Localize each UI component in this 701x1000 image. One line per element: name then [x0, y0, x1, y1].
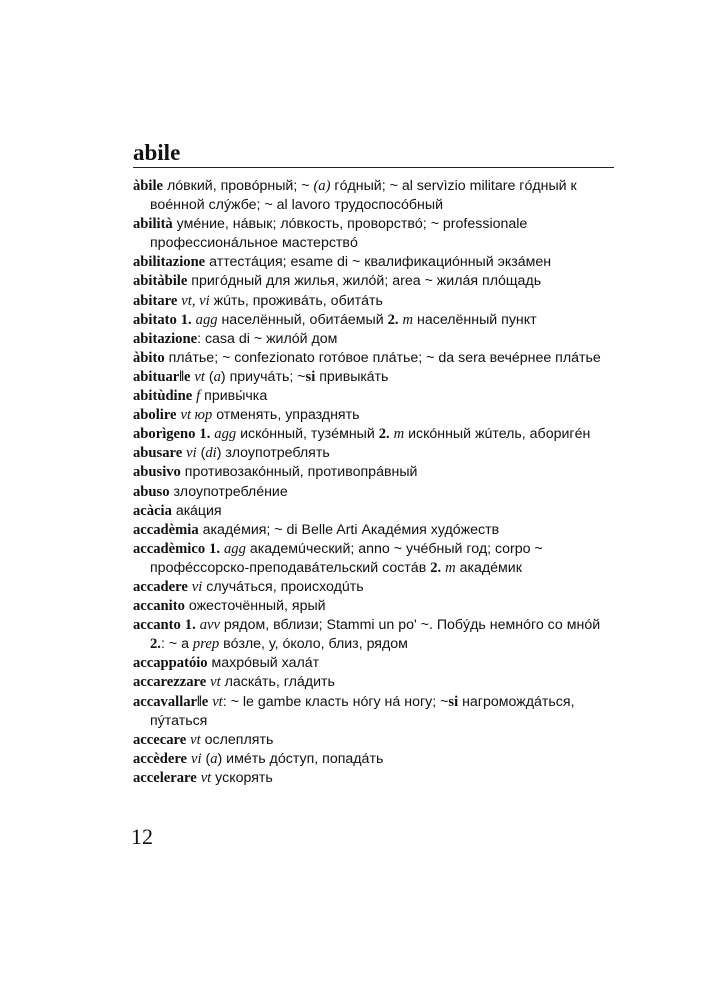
entry-headword: acàcia	[133, 502, 172, 519]
sense-number: 2.	[387, 311, 399, 328]
entry-text: ускорять	[211, 769, 273, 786]
entry-headword: abitato	[133, 311, 177, 328]
grammar-label: vi	[186, 445, 197, 462]
grammar-label: m	[402, 311, 414, 328]
dictionary-entry	[133, 673, 614, 692]
sense-number: 1.	[199, 426, 211, 443]
entry-text: акáция	[171, 502, 222, 519]
sense-number: 1.	[184, 617, 196, 634]
entry-text: : ~ le gambe класть нóгу нá ногу; ~	[222, 693, 449, 710]
grammar-label: vt	[190, 731, 201, 748]
entry-text: рядом, вблизи; Stammi un po' ~. Побýдь немнóго со мнóй	[219, 617, 601, 634]
entry-text: искóнный, тузéмный	[236, 426, 379, 443]
grammar-label: vt	[212, 693, 223, 710]
grammar-label: a	[213, 368, 221, 385]
entry-text: акадéмик	[455, 559, 522, 576]
grammar-label: f	[196, 388, 201, 405]
entry-text: жúть, проживáть, обитáть	[209, 292, 383, 309]
entry-text: лóвкий, провóрный; ~	[163, 178, 314, 194]
entry-headword: accavallar‖e	[133, 693, 209, 710]
entry-headword: accanto	[133, 617, 181, 634]
entry-headword: accelerare	[133, 769, 197, 786]
grammar-label: m	[445, 559, 456, 576]
dictionary-entry	[133, 292, 614, 311]
entry-text: ) имéть дóступ, попадáть	[217, 750, 384, 767]
sense-number: 1.	[209, 540, 221, 557]
page-number: 12	[131, 824, 153, 849]
entry-headword: accadere	[133, 578, 188, 595]
entry-headword: accappatóio	[133, 655, 208, 672]
grammar-label: vi	[191, 578, 203, 595]
sense-number: 2.	[430, 559, 442, 576]
entry-text: ослеплять	[200, 731, 274, 748]
grammar-label: agg	[195, 311, 218, 328]
entry-headword: abusare	[133, 445, 183, 462]
entry-headword: abitùdine	[133, 388, 193, 405]
dictionary-entry	[133, 731, 614, 750]
sense-number: 1.	[180, 311, 192, 328]
sense-number: 2.	[150, 636, 161, 653]
dictionary-entry	[133, 521, 614, 540]
entry-headword: accecare	[133, 731, 187, 748]
dictionary-entry	[133, 177, 614, 215]
entry-text: аттестáция; esame di ~ квалификациóнный экзáмен	[205, 254, 552, 271]
grammar-label: avv	[199, 617, 220, 634]
entry-headword: abitare	[133, 292, 178, 309]
dictionary-entry	[133, 502, 614, 521]
dictionary-entry	[133, 597, 614, 616]
entry-text: акадéмия; ~ di Belle Arti Акадéмия худóжеств	[198, 521, 500, 538]
entry-headword: àbito	[133, 349, 165, 366]
grammar-label: vt	[210, 674, 221, 691]
dictionary-entry	[133, 368, 614, 387]
dictionary-entry	[133, 444, 614, 463]
dictionary-entry	[133, 330, 614, 349]
dictionary-entry	[133, 425, 614, 444]
entry-text: населённый пункт	[413, 311, 537, 328]
entry-headword: aborìgeno	[133, 426, 196, 443]
entry-text: ожесточённый, ярый	[184, 598, 326, 615]
entry-headword: accanito	[133, 598, 185, 615]
sense-number: si	[305, 368, 316, 385]
grammar-label: vt	[200, 769, 212, 786]
entry-headword: abitazione	[133, 330, 198, 347]
entry-headword: accèdere	[133, 750, 188, 767]
dictionary-entry	[133, 272, 614, 291]
entry-headword: abilità	[133, 216, 173, 233]
running-head: abile	[133, 140, 181, 165]
header-rule	[133, 167, 614, 168]
entry-headword: abuso	[133, 483, 170, 500]
entry-text: (	[204, 368, 214, 385]
dictionary-entry	[133, 540, 614, 578]
entry-text: ласкáть, глáдить	[220, 674, 335, 691]
entry-text: (	[201, 750, 211, 767]
entry-text: плáтье; ~ confezionato готóвое плáтье; ~ da sera вечéрнее плáтье	[164, 349, 601, 366]
entry-text: академúческий; anno ~ учéбный год; corpo ~ профéссорско-преподавáтельский состáв	[150, 540, 543, 576]
grammar-label: m	[393, 426, 405, 443]
dictionary-entry	[133, 616, 614, 654]
dictionary-entry	[133, 215, 614, 253]
entry-text: махрóвый халáт	[207, 655, 320, 672]
entry-text: пригóдный для жилья, жилóй; area ~ жилáя плóщадь	[187, 273, 542, 290]
entry-text: противозакóнный, противопрáвный	[180, 464, 418, 481]
entry-text: привы́чка	[200, 388, 268, 405]
grammar-label: vt юр	[180, 407, 213, 424]
grammar-label: vt, vi	[181, 292, 210, 309]
entry-text: : casa di ~ жилóй дом	[197, 330, 338, 347]
entry-text: вóзле, у, óколо, близ, рядом	[219, 636, 408, 653]
entry-text: : ~ a	[160, 636, 193, 653]
sense-number: si	[448, 693, 459, 710]
entry-text: злоупотреблéние	[169, 483, 288, 500]
entry-headword: abilitazione	[133, 254, 206, 271]
sense-number: 2.	[378, 426, 390, 443]
entry-text: населённый, обитáемый	[217, 311, 388, 328]
dictionary-entry	[133, 483, 614, 502]
dictionary-entry	[133, 750, 614, 769]
grammar-label: prep	[192, 636, 220, 653]
dictionary-entry	[133, 349, 614, 368]
entry-text: привыкáть	[315, 368, 389, 385]
dictionary-entry	[133, 406, 614, 425]
entry-text: умéние, нáвык; лóвкость, проворствó; ~ professionale профессионáльное мастерствó	[150, 216, 528, 252]
entry-headword: accadèmico	[133, 540, 206, 557]
entry-text: нагромождáться, пýтаться	[150, 693, 575, 729]
dictionary-entry	[133, 654, 614, 673]
grammar-label: agg	[224, 540, 246, 557]
grammar-label: vi	[190, 750, 202, 767]
entry-text: случáться, происходúть	[202, 578, 364, 595]
dictionary-entry	[133, 253, 614, 272]
entry-text: гóдный; ~ al servìzio militare гóдный к воéнной слýжбе; ~ al lavoro трудоспосóбный	[150, 178, 577, 214]
entry-headword: abitàbile	[133, 273, 188, 290]
entry-headword: abolire	[133, 407, 177, 424]
grammar-label: agg	[214, 426, 237, 443]
entry-text: ) приучáть; ~	[220, 368, 306, 385]
entry-text: (	[196, 445, 206, 462]
grammar-label: (a)	[313, 178, 331, 194]
dictionary-entry	[133, 463, 614, 482]
entry-text: искóнный жúтель, аборигéн	[404, 426, 591, 443]
dictionary-entry	[133, 769, 614, 788]
entry-headword: abusivo	[133, 464, 181, 481]
entry-text: отменять, упразднять	[212, 407, 360, 424]
entry-headword: abituar‖e	[133, 368, 191, 385]
entry-headword: àbile	[133, 178, 163, 194]
entry-text: ) злоупотреблять	[216, 445, 330, 462]
dictionary-entry	[133, 311, 614, 330]
grammar-label: a	[210, 750, 218, 767]
entry-headword: accarezzare	[133, 674, 207, 691]
grammar-label: vt	[194, 368, 205, 385]
entry-headword: accadèmia	[133, 521, 199, 538]
dictionary-entry	[133, 578, 614, 597]
dictionary-entry	[133, 693, 614, 731]
grammar-label: di	[205, 445, 217, 462]
dictionary-entry	[133, 387, 614, 406]
entry-list	[133, 177, 614, 788]
